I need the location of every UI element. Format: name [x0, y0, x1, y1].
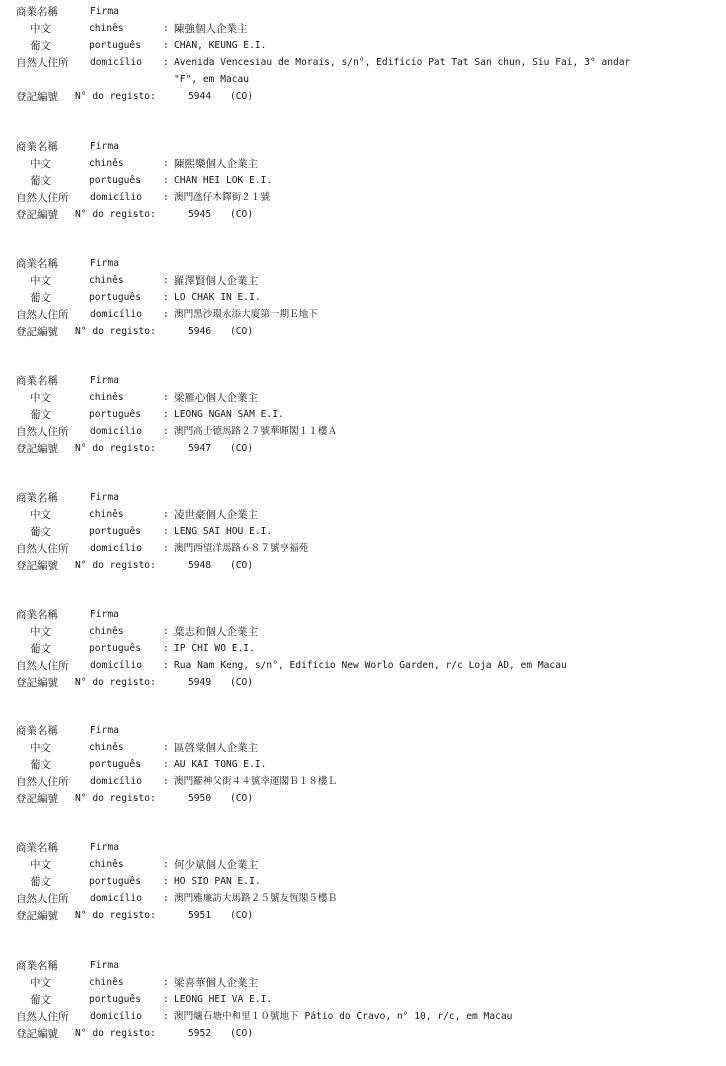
chinese-name-value: 區啓棠個人企業主 — [174, 742, 258, 754]
colon: : — [163, 893, 169, 904]
domicile-value: 澳門爐石塘中和里１０號地下 Pátio do Cravo, n° 10, r/c, em Macau — [174, 1011, 513, 1022]
registry-label-pt: N° do registo: — [75, 91, 156, 102]
colon: : — [163, 392, 169, 403]
domicile-label-pt: domicílio — [90, 660, 142, 671]
chinese-name-value: 梁喜華個人企業主 — [174, 977, 258, 989]
portuguese-name-value: LEONG HEI VA E.I. — [174, 994, 273, 1005]
colon: : — [163, 742, 169, 753]
domicile-label-cjk: 自然人住所 — [16, 192, 69, 204]
firm-label-cjk: 商業名稱 — [16, 258, 58, 270]
domicile-label-cjk: 自然人住所 — [16, 660, 69, 672]
portuguese-label-pt: português — [89, 292, 141, 303]
domicile-label-pt: domicílio — [90, 1011, 142, 1022]
domicile-label-cjk: 自然人住所 — [16, 893, 69, 905]
colon: : — [163, 275, 169, 286]
colon: : — [163, 1011, 169, 1022]
domicile-continuation-value: "F", em Macau — [174, 74, 250, 85]
colon: : — [163, 426, 169, 437]
chinese-label-cjk: 中文 — [30, 626, 51, 638]
firm-label-pt: Firma — [90, 960, 119, 971]
registry-code: (CO) — [230, 91, 254, 102]
registry-label-pt: N° do registo: — [75, 793, 156, 804]
colon: : — [163, 759, 169, 770]
domicile-label-cjk: 自然人住所 — [16, 543, 69, 555]
portuguese-label-cjk: 葡文 — [30, 994, 51, 1006]
chinese-label-cjk: 中文 — [30, 977, 51, 989]
registry-label-cjk: 登記編號 — [16, 793, 58, 805]
domicile-label-pt: domicílio — [90, 57, 142, 68]
domicile-value: 澳門氹仔木鐸街２１號 — [174, 192, 270, 203]
domicile-value: 澳門黑沙環永添大廈第一期Ｅ地下 — [174, 309, 318, 320]
firm-label-cjk: 商業名稱 — [16, 6, 58, 18]
chinese-label-pt: chinês — [89, 392, 124, 403]
portuguese-label-pt: português — [89, 994, 141, 1005]
domicile-value: Rua Nam Keng, s/n°, Edifício New Worlo Garden, r/c Loja AD, em Macau — [174, 660, 567, 671]
firm-label-cjk: 商業名稱 — [16, 960, 58, 972]
registry-number: 5951 — [188, 910, 212, 921]
domicile-label-cjk: 自然人住所 — [16, 57, 69, 69]
registry-label-pt: N° do registo: — [75, 1028, 156, 1039]
registry-code: (CO) — [230, 560, 254, 571]
portuguese-name-value: HO SIO PAN E.I. — [174, 876, 261, 887]
domicile-label-cjk: 自然人住所 — [16, 1011, 69, 1023]
portuguese-label-pt: português — [89, 643, 141, 654]
colon: : — [163, 859, 169, 870]
colon: : — [163, 509, 169, 520]
firm-label-cjk: 商業名稱 — [16, 375, 58, 387]
colon: : — [163, 994, 169, 1005]
registry-code: (CO) — [230, 910, 254, 921]
colon: : — [163, 626, 169, 637]
registry-number: 5948 — [188, 560, 212, 571]
firm-label-pt: Firma — [90, 492, 119, 503]
portuguese-label-pt: português — [89, 175, 141, 186]
portuguese-label-cjk: 葡文 — [30, 175, 51, 187]
registry-number: 5947 — [188, 443, 212, 454]
registry-code: (CO) — [230, 677, 254, 688]
colon: : — [163, 158, 169, 169]
portuguese-name-value: LENG SAI HOU E.I. — [174, 526, 273, 537]
firm-label-cjk: 商業名稱 — [16, 842, 58, 854]
firm-label-pt: Firma — [90, 725, 119, 736]
chinese-label-pt: chinês — [89, 977, 124, 988]
chinese-name-value: 羅澤賢個人企業主 — [174, 275, 258, 287]
registry-number: 5950 — [188, 793, 212, 804]
colon: : — [163, 175, 169, 186]
registry-code: (CO) — [230, 326, 254, 337]
firm-label-pt: Firma — [90, 609, 119, 620]
registry-number: 5946 — [188, 326, 212, 337]
firm-label-pt: Firma — [90, 258, 119, 269]
registry-label-cjk: 登記編號 — [16, 677, 58, 689]
portuguese-label-cjk: 葡文 — [30, 292, 51, 304]
colon: : — [163, 543, 169, 554]
portuguese-label-cjk: 葡文 — [30, 40, 51, 52]
registry-number: 5944 — [188, 91, 212, 102]
registry-label-cjk: 登記編號 — [16, 91, 58, 103]
domicile-value: 澳門西望洋馬路６８７號亨福苑 — [174, 543, 309, 554]
portuguese-name-value: AU KAI TONG E.I. — [174, 759, 267, 770]
chinese-name-value: 葉志和個人企業主 — [174, 626, 258, 638]
colon: : — [163, 40, 169, 51]
domicile-value: Avenida Vencesiau de Morais, s/n°, Edifício Pat Tat San chun, Siu Fai, 3° andar — [174, 57, 631, 68]
portuguese-label-cjk: 葡文 — [30, 759, 51, 771]
registry-label-pt: N° do registo: — [75, 560, 156, 571]
registry-label-pt: N° do registo: — [75, 443, 156, 454]
chinese-label-pt: chinês — [89, 859, 124, 870]
registry-label-pt: N° do registo: — [75, 326, 156, 337]
domicile-label-cjk: 自然人住所 — [16, 309, 69, 321]
portuguese-name-value: IP CHI WO E.I. — [174, 643, 255, 654]
colon: : — [163, 23, 169, 34]
registry-label-cjk: 登記編號 — [16, 326, 58, 338]
colon: : — [163, 977, 169, 988]
chinese-label-pt: chinês — [89, 23, 124, 34]
portuguese-label-cjk: 葡文 — [30, 876, 51, 888]
portuguese-name-value: LO CHAK IN E.I. — [174, 292, 261, 303]
colon: : — [163, 192, 169, 203]
firm-label-cjk: 商業名稱 — [16, 141, 58, 153]
colon: : — [163, 292, 169, 303]
firm-label-pt: Firma — [90, 842, 119, 853]
colon: : — [163, 660, 169, 671]
registry-code: (CO) — [230, 443, 254, 454]
colon: : — [163, 309, 169, 320]
colon: : — [163, 57, 169, 68]
domicile-value: 澳門羅神父街４４號幸運閣Ｂ１８樓Ｌ — [174, 776, 338, 787]
portuguese-label-cjk: 葡文 — [30, 526, 51, 538]
chinese-label-cjk: 中文 — [30, 392, 51, 404]
registry-label-pt: N° do registo: — [75, 910, 156, 921]
colon: : — [163, 526, 169, 537]
firm-label-pt: Firma — [90, 141, 119, 152]
chinese-label-cjk: 中文 — [30, 859, 51, 871]
chinese-label-cjk: 中文 — [30, 158, 51, 170]
chinese-label-pt: chinês — [89, 509, 124, 520]
portuguese-label-pt: português — [89, 526, 141, 537]
domicile-value: 澳門高士德馬路２７號華暉閣１１樓Ａ — [174, 426, 338, 437]
portuguese-label-pt: português — [89, 40, 141, 51]
domicile-label-cjk: 自然人住所 — [16, 426, 69, 438]
registry-number: 5949 — [188, 677, 212, 688]
chinese-label-cjk: 中文 — [30, 23, 51, 35]
firm-label-pt: Firma — [90, 6, 119, 17]
colon: : — [163, 776, 169, 787]
chinese-name-value: 陳熙樂個人企業主 — [174, 158, 258, 170]
chinese-label-pt: chinês — [89, 158, 124, 169]
chinese-label-pt: chinês — [89, 742, 124, 753]
portuguese-name-value: CHAN HEI LOK E.I. — [174, 175, 273, 186]
firm-label-cjk: 商業名稱 — [16, 725, 58, 737]
portuguese-name-value: LEONG NGAN SAM E.I. — [174, 409, 284, 420]
firm-label-pt: Firma — [90, 375, 119, 386]
domicile-label-pt: domicílio — [90, 893, 142, 904]
registry-label-cjk: 登記編號 — [16, 560, 58, 572]
chinese-name-value: 凌世豪個人企業主 — [174, 509, 258, 521]
chinese-name-value: 陳強個人企業主 — [174, 23, 248, 35]
registry-number: 5945 — [188, 209, 212, 220]
domicile-value: 澳門雅廉訪大馬路２５號友恆閣５樓Ｂ — [174, 893, 338, 904]
portuguese-label-pt: português — [89, 759, 141, 770]
domicile-label-pt: domicílio — [90, 776, 142, 787]
domicile-label-pt: domicílio — [90, 426, 142, 437]
domicile-label-pt: domicílio — [90, 192, 142, 203]
chinese-name-value: 何少斌個人企業主 — [174, 859, 258, 871]
portuguese-name-value: CHAN, KEUNG E.I. — [174, 40, 267, 51]
chinese-label-cjk: 中文 — [30, 742, 51, 754]
firm-label-cjk: 商業名稱 — [16, 609, 58, 621]
chinese-label-pt: chinês — [89, 275, 124, 286]
portuguese-label-cjk: 葡文 — [30, 409, 51, 421]
firm-label-cjk: 商業名稱 — [16, 492, 58, 504]
registry-label-pt: N° do registo: — [75, 677, 156, 688]
domicile-label-pt: domicílio — [90, 309, 142, 320]
registry-label-cjk: 登記編號 — [16, 209, 58, 221]
chinese-label-pt: chinês — [89, 626, 124, 637]
domicile-label-cjk: 自然人住所 — [16, 776, 69, 788]
registry-label-cjk: 登記編號 — [16, 910, 58, 922]
registry-number: 5952 — [188, 1028, 212, 1039]
colon: : — [163, 876, 169, 887]
portuguese-label-pt: português — [89, 876, 141, 887]
chinese-label-cjk: 中文 — [30, 509, 51, 521]
registry-label-cjk: 登記編號 — [16, 443, 58, 455]
colon: : — [163, 643, 169, 654]
registry-label-cjk: 登記編號 — [16, 1028, 58, 1040]
portuguese-label-pt: português — [89, 409, 141, 420]
colon: : — [163, 409, 169, 420]
registry-code: (CO) — [230, 1028, 254, 1039]
registry-label-pt: N° do registo: — [75, 209, 156, 220]
chinese-label-cjk: 中文 — [30, 275, 51, 287]
domicile-label-pt: domicílio — [90, 543, 142, 554]
registry-code: (CO) — [230, 793, 254, 804]
chinese-name-value: 梁雁心個人企業主 — [174, 392, 258, 404]
registry-code: (CO) — [230, 209, 254, 220]
portuguese-label-cjk: 葡文 — [30, 643, 51, 655]
